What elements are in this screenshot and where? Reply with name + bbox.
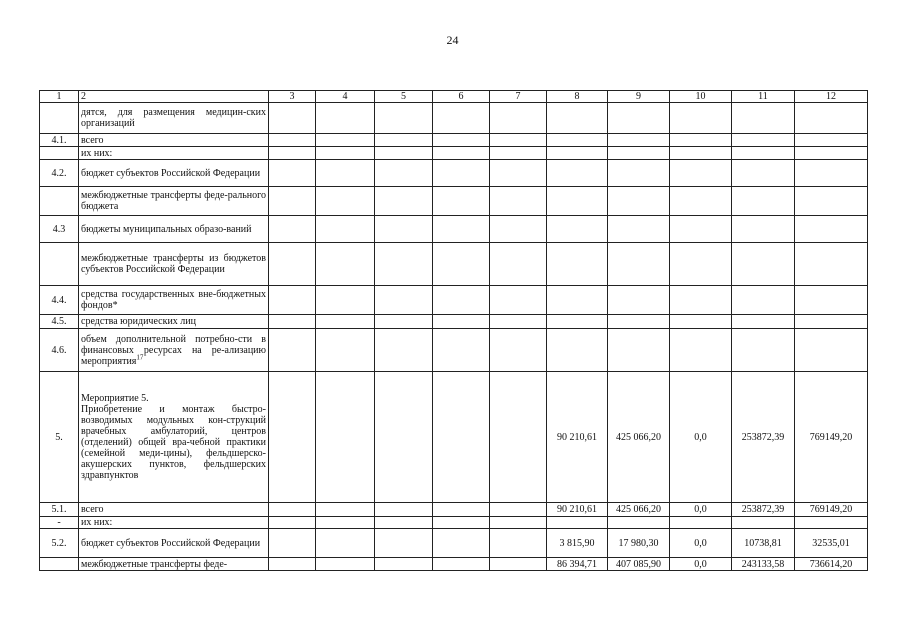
- value-cell: [316, 147, 375, 160]
- value-cell: [732, 286, 795, 315]
- row-number: 4.5.: [40, 315, 79, 329]
- value-cell: [433, 160, 490, 187]
- value-cell: 17 980,30: [608, 529, 670, 558]
- value-cell: [608, 315, 670, 329]
- header-cell: 11: [732, 91, 795, 103]
- value-cell: 425 066,20: [608, 372, 670, 503]
- row-description: [79, 329, 269, 372]
- row-text: бюджет субъектов Российской Федерации: [81, 537, 261, 549]
- row-description: [79, 216, 269, 243]
- row-number: 5.1.: [40, 503, 79, 517]
- value-cell: [547, 103, 608, 134]
- table-row: [40, 529, 868, 558]
- row-description: [79, 529, 269, 558]
- value-cell: [433, 503, 490, 517]
- table-row: [40, 315, 868, 329]
- value-cell: [732, 134, 795, 147]
- value-cell: [269, 529, 316, 558]
- row-text: всего: [81, 504, 104, 515]
- row-description: [79, 134, 269, 147]
- value-cell: [375, 243, 433, 286]
- value-cell: [316, 134, 375, 147]
- value-cell: 0,0: [670, 529, 732, 558]
- value-cell: 3 815,90: [547, 529, 608, 558]
- value-cell: [732, 160, 795, 187]
- value-cell: [608, 216, 670, 243]
- value-cell: [608, 160, 670, 187]
- value-cell: [547, 517, 608, 529]
- row-text: Мероприятие 5.: [81, 393, 149, 404]
- value-cell: 86 394,71: [547, 558, 608, 571]
- table-row: [40, 517, 868, 529]
- value-cell: [269, 243, 316, 286]
- value-cell: [670, 103, 732, 134]
- row-text: объем дополнительной потребно-сти в финансовых ресурсах на ре-ализацию мероприятия: [81, 333, 266, 367]
- value-cell: [269, 147, 316, 160]
- value-cell: [490, 147, 547, 160]
- value-cell: 243133,58: [732, 558, 795, 571]
- value-cell: [433, 134, 490, 147]
- value-cell: [490, 558, 547, 571]
- value-cell: [316, 286, 375, 315]
- value-cell: [608, 243, 670, 286]
- value-cell: [375, 187, 433, 216]
- value-cell: [316, 372, 375, 503]
- value-cell: [433, 103, 490, 134]
- row-number: 4.4.: [40, 286, 79, 315]
- row-description: [79, 286, 269, 315]
- value-cell: [433, 529, 490, 558]
- row-text: межбюджетные трансферты феде-рального бюджета: [81, 190, 266, 212]
- table-row: [40, 503, 868, 517]
- row-text: межбюджетные трансферты феде-: [81, 558, 228, 570]
- value-cell: [608, 187, 670, 216]
- row-text: их них:: [81, 147, 113, 159]
- value-cell: [547, 160, 608, 187]
- value-cell: [490, 216, 547, 243]
- row-text: межбюджетные трансферты из бюджетов субъектов Российской Федерации: [81, 253, 266, 275]
- value-cell: [269, 134, 316, 147]
- value-cell: [433, 243, 490, 286]
- value-cell: [795, 243, 868, 286]
- row-text: бюджеты муниципальных образо-ваний: [81, 223, 252, 235]
- value-cell: 407 085,90: [608, 558, 670, 571]
- header-cell: 10: [670, 91, 732, 103]
- value-cell: [670, 315, 732, 329]
- row-number: 4.2.: [40, 160, 79, 187]
- table-row: [40, 103, 868, 134]
- value-cell: [433, 315, 490, 329]
- value-cell: [795, 134, 868, 147]
- value-cell: [433, 517, 490, 529]
- value-cell: [732, 315, 795, 329]
- value-cell: 253872,39: [732, 503, 795, 517]
- value-cell: [670, 216, 732, 243]
- value-cell: [490, 329, 547, 372]
- header-cell: 1: [40, 91, 79, 103]
- value-cell: [269, 286, 316, 315]
- value-cell: [490, 503, 547, 517]
- value-cell: [433, 329, 490, 372]
- value-cell: [732, 517, 795, 529]
- row-text: всего: [81, 134, 104, 146]
- value-cell: [490, 243, 547, 286]
- footnote-ref: 17: [136, 353, 144, 362]
- value-cell: [269, 558, 316, 571]
- page-number: 24: [446, 33, 459, 47]
- table-row: [40, 160, 868, 187]
- row-text: средства государственных вне-бюджетных фондов*: [81, 289, 266, 311]
- value-cell: [547, 187, 608, 216]
- value-cell: [608, 286, 670, 315]
- value-cell: [269, 315, 316, 329]
- value-cell: 769149,20: [795, 503, 868, 517]
- value-cell: [795, 286, 868, 315]
- value-cell: [795, 315, 868, 329]
- value-cell: [732, 187, 795, 216]
- value-cell: [670, 134, 732, 147]
- row-number: 4.6.: [40, 329, 79, 372]
- value-cell: [433, 187, 490, 216]
- value-cell: [490, 286, 547, 315]
- value-cell: [670, 517, 732, 529]
- table-row: [40, 372, 868, 503]
- row-number: 5.2.: [40, 529, 79, 558]
- value-cell: [375, 517, 433, 529]
- value-cell: [375, 558, 433, 571]
- row-description: [79, 517, 269, 529]
- row-text: их них:: [81, 517, 113, 528]
- row-description: [79, 558, 269, 571]
- row-description: [79, 315, 269, 329]
- value-cell: 425 066,20: [608, 503, 670, 517]
- value-cell: [608, 329, 670, 372]
- row-number: [40, 558, 79, 571]
- row-number: -: [40, 517, 79, 529]
- value-cell: [490, 103, 547, 134]
- value-cell: [795, 517, 868, 529]
- value-cell: [316, 160, 375, 187]
- value-cell: 736614,20: [795, 558, 868, 571]
- value-cell: [795, 329, 868, 372]
- row-text: дятся, для размещения медицин-ских организаций: [81, 107, 266, 129]
- header-cell: 9: [608, 91, 670, 103]
- row-text: средства юридических лиц: [81, 316, 196, 327]
- value-cell: [670, 160, 732, 187]
- row-description: [79, 160, 269, 187]
- row-description: [79, 243, 269, 286]
- row-number: 4.1.: [40, 134, 79, 147]
- value-cell: [269, 329, 316, 372]
- value-cell: [490, 372, 547, 503]
- value-cell: 253872,39: [732, 372, 795, 503]
- value-cell: [547, 329, 608, 372]
- value-cell: [670, 286, 732, 315]
- value-cell: [547, 147, 608, 160]
- value-cell: [608, 147, 670, 160]
- value-cell: [732, 147, 795, 160]
- value-cell: [670, 187, 732, 216]
- value-cell: [375, 529, 433, 558]
- value-cell: 0,0: [670, 503, 732, 517]
- value-cell: [608, 103, 670, 134]
- value-cell: [433, 147, 490, 160]
- value-cell: [547, 315, 608, 329]
- value-cell: [795, 187, 868, 216]
- value-cell: [732, 103, 795, 134]
- value-cell: [490, 160, 547, 187]
- header-row: [40, 91, 868, 103]
- value-cell: [375, 315, 433, 329]
- value-cell: [490, 187, 547, 216]
- table-row: [40, 286, 868, 315]
- value-cell: 769149,20: [795, 372, 868, 503]
- value-cell: [375, 134, 433, 147]
- row-text-detail: Приобретение и монтаж быстро-возводимых модульных кон-струкций врачебных амбулаторий, центров (отделений) общей вра-чебной практики (семейной меди-цины), фельдшерско-акушерских пунктов, фельдшерских здравпунктов: [81, 404, 266, 481]
- value-cell: [316, 216, 375, 243]
- value-cell: [269, 517, 316, 529]
- value-cell: [316, 503, 375, 517]
- value-cell: [375, 103, 433, 134]
- value-cell: [316, 315, 375, 329]
- header-cell: 2: [79, 91, 269, 103]
- value-cell: [547, 286, 608, 315]
- row-number: [40, 147, 79, 160]
- value-cell: [269, 103, 316, 134]
- header-cell: 3: [269, 91, 316, 103]
- row-description: [79, 187, 269, 216]
- row-number: [40, 103, 79, 134]
- value-cell: [732, 216, 795, 243]
- value-cell: [375, 147, 433, 160]
- row-number: 5.: [40, 372, 79, 503]
- value-cell: [795, 160, 868, 187]
- financing-table: [39, 90, 868, 571]
- value-cell: [316, 329, 375, 372]
- value-cell: [375, 329, 433, 372]
- value-cell: 0,0: [670, 558, 732, 571]
- table-row: [40, 216, 868, 243]
- value-cell: [316, 558, 375, 571]
- value-cell: [490, 529, 547, 558]
- table-row: [40, 187, 868, 216]
- value-cell: [375, 286, 433, 315]
- value-cell: 90 210,61: [547, 503, 608, 517]
- value-cell: [490, 134, 547, 147]
- row-number: 4.3: [40, 216, 79, 243]
- table-row: [40, 558, 868, 571]
- value-cell: [608, 517, 670, 529]
- table-row: [40, 243, 868, 286]
- value-cell: [316, 103, 375, 134]
- value-cell: [269, 503, 316, 517]
- value-cell: [433, 216, 490, 243]
- value-cell: [547, 134, 608, 147]
- row-number: [40, 187, 79, 216]
- value-cell: [795, 147, 868, 160]
- value-cell: [433, 286, 490, 315]
- value-cell: [316, 517, 375, 529]
- value-cell: [547, 216, 608, 243]
- value-cell: [316, 529, 375, 558]
- header-cell: 7: [490, 91, 547, 103]
- row-description: [79, 503, 269, 517]
- value-cell: [316, 243, 375, 286]
- value-cell: [547, 243, 608, 286]
- value-cell: [375, 216, 433, 243]
- value-cell: [375, 503, 433, 517]
- value-cell: [670, 329, 732, 372]
- value-cell: [795, 103, 868, 134]
- row-description: [79, 372, 269, 503]
- value-cell: 32535,01: [795, 529, 868, 558]
- value-cell: 10738,81: [732, 529, 795, 558]
- value-cell: [269, 372, 316, 503]
- header-cell: 12: [795, 91, 868, 103]
- header-cell: 5: [375, 91, 433, 103]
- value-cell: [269, 216, 316, 243]
- header-cell: 6: [433, 91, 490, 103]
- value-cell: [795, 216, 868, 243]
- value-cell: [490, 315, 547, 329]
- header-cell: 8: [547, 91, 608, 103]
- row-description: [79, 147, 269, 160]
- value-cell: [732, 243, 795, 286]
- value-cell: [316, 187, 375, 216]
- value-cell: 0,0: [670, 372, 732, 503]
- value-cell: [608, 134, 670, 147]
- value-cell: 90 210,61: [547, 372, 608, 503]
- table-row: [40, 147, 868, 160]
- table-row: [40, 134, 868, 147]
- value-cell: [433, 558, 490, 571]
- value-cell: [375, 160, 433, 187]
- row-number: [40, 243, 79, 286]
- value-cell: [269, 187, 316, 216]
- value-cell: [269, 160, 316, 187]
- value-cell: [490, 517, 547, 529]
- value-cell: [670, 243, 732, 286]
- row-description: [79, 103, 269, 134]
- header-cell: 4: [316, 91, 375, 103]
- value-cell: [375, 372, 433, 503]
- value-cell: [670, 147, 732, 160]
- table-row: [40, 329, 868, 372]
- value-cell: [732, 329, 795, 372]
- value-cell: [433, 372, 490, 503]
- row-text: бюджет субъектов Российской Федерации: [81, 167, 261, 179]
